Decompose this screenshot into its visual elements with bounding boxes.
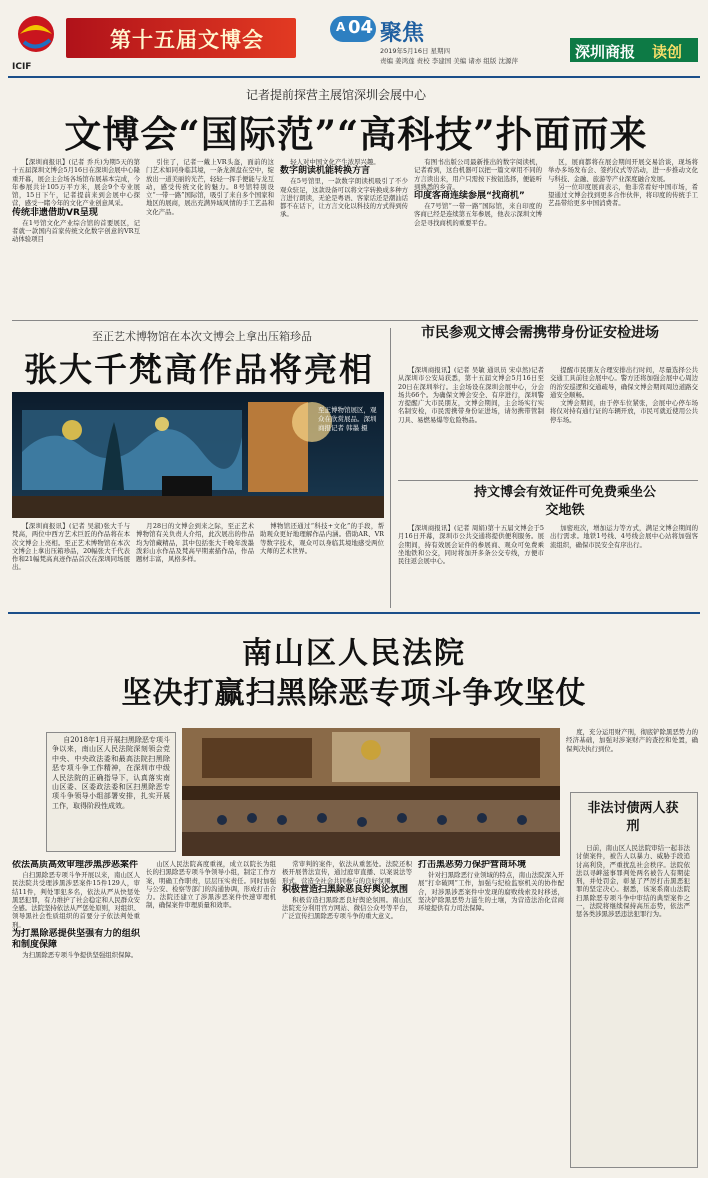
story1-para1: 【深圳商报讯】(记者 乔兵)为期5天的第十五届深圳文博会5月16日在深圳会展中心隆重开幕，展会主会场各场馆布展基本完成，今年参展共计105万平方米，展会9个专业展馆，15日下午，记者提前来到会展中心探营，感受一睹今年的文化产业创意风采。 [12, 158, 140, 208]
court-para5: 度，充分运用财产刑，彻底铲除黑恶势力的经济基础，加强对涉案财产的查控和处置，确保判决执行到位。 [566, 728, 698, 753]
story1-divider [12, 320, 698, 321]
story2-col3 [260, 522, 384, 606]
story1-sub-vr: 传统非遗借助VR呈现 [12, 207, 98, 218]
story1-para2: 在1号馆文化产业综合馆的首要展区，记者就一款国内首家传统文化数字创意的VR互动体验项目 [12, 218, 140, 244]
story1-para3: 引住了，记者一戴上VR头盔，面前的这门艺术如同身临其境，一条龙颈盘在空中，绽放出一道美丽的光芒，轻轻一挥手便能与龙互动，感受传统文化的魅力。8号馆特别设立“一带一路”国际馆，吸引了来自多个国家和地区的展商，展出充满异域风情的手工艺品和文化产品。 [146, 158, 274, 216]
court-sub1: 依法高质高效审理涉黑涉恶案件 [12, 860, 139, 870]
court-col4 [418, 860, 564, 1172]
court-sub4: 打击黑恶势力保护营商环境 [418, 860, 527, 870]
story2-vdivider [390, 328, 391, 608]
court-headline-2: 坚决打赢扫黑除恶专项斗争攻坚仗 [121, 676, 587, 711]
story3-headline: 市民参观文博会需携带身份证安检进场 [421, 325, 659, 341]
illegal-debt-title: 非法讨债两人获刑 [587, 801, 679, 834]
story1-col1 [12, 158, 140, 316]
section-letter: A [336, 20, 346, 34]
story1-para9: 另一位印度展商表示，他非常看好中国市场，希望通过文博会找到更多合作伙伴，将印度的传统手工艺品带给更多中国消费者。 [548, 182, 698, 208]
story1-sub-print: 印度客商连续参展“找商机” [414, 191, 525, 202]
court-para3b: 积极营造扫黑除恶良好舆论氛围。南山区法院充分利用官方网站、微信公众号等平台，广泛宣传扫黑除恶专项斗争的重大意义。 [282, 895, 412, 921]
court-para4: 针对扫黑除恶行业领域的特点，南山法院深入开展“打伞破网”工作，加强与纪检监察机关的协作配合，对涉黑涉恶案件中发现的腐败线索及时移送，坚决铲除黑恶势力滋生的土壤，为营造法治化营商环境提供有力司法保障。 [418, 871, 564, 913]
story2-para1: 【深圳商报讯】(记者 吴淑)张大千与梵高，两位中西方艺术巨匠的作品将在本次文博会上亮相。至正艺术博物馆在本次文博会上拿出压箱珍品，20幅张大千代表作和21幅梵高真迹作品首次在深圳同场展出。 [12, 522, 130, 572]
paper-name: 深圳商报 [575, 43, 636, 61]
story3-divider [398, 480, 698, 481]
story2-para3: 博物馆还通过“科技+文化”的手段，帮助观众更好地理解作品内涵。借助AR、VR等数字技术，观众可以身临其境地感受两位大师的艺术世界。 [260, 522, 384, 555]
story1-para5: 在5号馆里，一款数字朗读机吸引了不少观众驻足，这款设备可以将文字转换成多种方言进行朗读，无论是粤语、客家话还是潮汕话都不在话下，让方言文化以科技的方式得到传承。 [280, 177, 408, 219]
page-number: 04 [348, 17, 374, 38]
story3-para3: 文博会期间，由于停车位紧张，会展中心停车场将仅对持有通行证的车辆开放，市民可就近使用公共停车场。 [550, 399, 698, 424]
story1-sub-robot: 数字朗读机能转换方言 [280, 166, 371, 177]
court-col1 [12, 860, 140, 1172]
story1-kicker: 记者提前探营主展馆深圳会展中心 [246, 88, 427, 102]
court-lead-text: 自2018年1月开展扫黑除恶专项斗争以来，南山区人民法院深刻领会党中央、中央政法委和最高法院扫黑除恶专项斗争工作精神，在深圳市中级人民法院的正确指导下，认真落实南山区委、区委政法委和区扫黑除恶专项斗争领导小组部署安排，扎实开展工作，取得阶段性成效。 [52, 736, 170, 810]
court-para1: 自扫黑除恶专项斗争开展以来，南山区人民法院共受理涉黑涉恶案件15件129人，审结11件，判处罪犯多名，依法从严从快惩处黑恶犯罪，有力维护了社会稳定和人民群众安全感。法院坚持依法从严惩处原则，对组织、领导黑社会性质组织的首要分子依法判处重刑。 [12, 871, 140, 929]
photo-caption: 至正博物馆展区，观众在欣赏展品。深圳商报记者 韩墨 摄 [318, 406, 377, 432]
story2-col2 [136, 522, 254, 606]
story1-col2 [146, 158, 274, 316]
expo-title: 第十五届文博会 [110, 28, 264, 52]
date-line: 2019年5月16日 星期四 [380, 47, 451, 55]
court-sub3: 积极营造扫黑除恶良好舆论氛围 [282, 884, 409, 895]
illegal-debt-para: 日前，南山区人民法院审结一起非法讨债案件，被告人以暴力、威胁手段追讨高利贷，严重扰乱社会秩序。法院依法以寻衅滋事罪判处两名被告人有期徒刑，并处罚金，彰显了严厉打击黑恶犯罪的坚定决心。据悉，该案系南山法院扫黑除恶专项斗争中审结的典型案件之一，法院将继续保持高压态势，依法严惩各类涉黑涉恶违法犯罪行为。 [576, 844, 690, 919]
story4-headline: 持文博会有效证件可免费乘坐公交地铁 [473, 485, 656, 518]
court-col2 [146, 860, 276, 1172]
court-para3: 常审判的案件，依法从重惩处。法院还积极开展普法宣传，通过庭审直播、以案说法等形式，营造全社会共同参与的良好氛围。 [282, 860, 412, 885]
court-col3 [282, 860, 412, 1172]
court-para2: 山区人民法院高度重视，成立以院长为组长的扫黑除恶专项斗争领导小组，制定工作方案，明确工作职责，层层压实责任。同时加强与公安、检察等部门的沟通协调，形成打击合力。法院还建立了涉黑涉恶案件快速审理机制，确保案件审理质量和效率。 [146, 860, 276, 910]
section-name: 聚焦 [380, 21, 425, 46]
story4-para2: 加密班次，增加运力等方式，满足文博会期间的出行需求。地铁1号线、4号线会展中心站将加强客流组织，确保市民安全有序出行。 [550, 524, 698, 549]
story4-col2 [550, 524, 698, 606]
court-col5 [566, 728, 698, 788]
story1-col5 [548, 158, 698, 316]
court-sub2: 为打黑除恶提供坚强有力的组织和制度保障 [12, 929, 140, 951]
story3-para2: 提醒市民朋友合理安排出行时间，尽量选择公共交通工具前往会展中心。警方还将加强会展中心周边的治安巡逻和交通疏导，确保文博会期间周边道路交通安全顺畅。 [550, 366, 698, 399]
story3-para1: 【深圳商报讯】(记者 吴敏 通讯员 宋卓然)记者从深圳市公安局获悉，第十五届文博会5月16日至20日在深圳举行。主会场设在深圳会展中心，分会场共66个。为确保文博会安全、有序进行，深圳警方提醒广大市民朋友，文博会期间，主会场实行实名制安检，市民需携带身份证进场，请勿携带管制刀具、易燃易爆等危险物品。 [398, 366, 544, 424]
court-para1b: 为扫黑除恶专项斗争提供坚强组织保障。 [22, 951, 138, 960]
court-lead [52, 736, 170, 848]
courtroom-photo [182, 728, 560, 856]
story3-col2 [550, 366, 698, 478]
story1-para4: 轻人对中国文化产生浓厚兴趣。 [290, 158, 380, 166]
story3-col1 [398, 366, 544, 478]
story1-col3 [280, 158, 408, 316]
story2-para2: 月28日的文博会到来之际，至正艺术博物馆有关负责人介绍，此次展出的作品均为馆藏精品，其中包括张大千晚年泼墨泼彩山水作品及梵高早期素描作品，作品题材丰富，风格多样。 [136, 522, 254, 564]
story2-headline: 张大千梵高作品将亮相 [24, 350, 374, 389]
story4-col1 [398, 524, 544, 606]
icif-text: ICIF [12, 62, 32, 72]
masthead-divider [8, 76, 700, 78]
staff-line: 责编 姜鸿莲 责校 李建国 美编 诸亦 组版 沈源萍 [380, 57, 518, 65]
court-section-top [8, 612, 700, 614]
masthead [0, 0, 708, 74]
story2-col1 [12, 522, 130, 606]
illegal-debt-text [576, 844, 690, 1162]
story1-para8: 区，展商都将在展会期间开展交易洽谈，现场将举办多场发布会、签约仪式等活动，进一步推动文化与科技、金融、旅游等产业深度融合发展。 [548, 158, 698, 183]
story2-kicker: 至正艺术博物馆在本次文博会上拿出压箱珍品 [92, 330, 312, 343]
court-headline-1: 南山区人民法院 [242, 636, 466, 671]
paper-sub: 读创 [652, 43, 683, 61]
icif-logo [12, 12, 60, 60]
story1-headline: 文博会“国际范”“高科技”扑面而来 [64, 112, 648, 156]
story1-col4 [414, 158, 542, 316]
story1-para6: 有图书出版公司最新推出的数字阅读机，记者看到，这台机器可以把一篇文章用不同的方言读出来，用户只需按下按钮选择，便能听到熟悉的乡音。 [414, 158, 542, 191]
story4-para1: 【深圳商报讯】(记者 周娟)第十五届文博会于5月16日开幕，深圳市公共交通将提供便利服务。展会期间，持有效展会证件的参展商、观众可免费乘坐地铁和公交，同时将加开多条公交专线，方便市民往返会展中心。 [398, 524, 544, 566]
story1-para7: 在7号馆“一带一路”国际馆，来自印度的客商已经是连续第五年参展，他表示深圳文博会是寻找商机的重要平台。 [414, 202, 542, 227]
